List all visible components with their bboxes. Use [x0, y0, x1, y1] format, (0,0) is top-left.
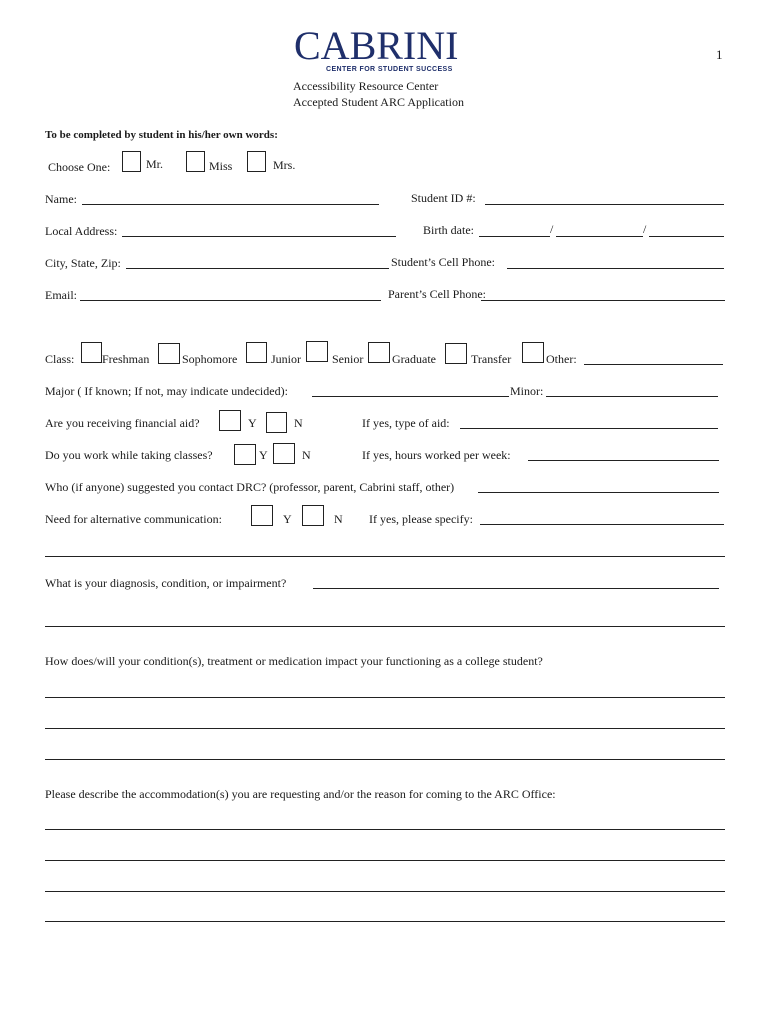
- email-field[interactable]: [80, 300, 381, 301]
- transfer-label: Transfer: [471, 352, 512, 366]
- page-number: 1: [716, 47, 723, 62]
- other-class-field[interactable]: [584, 364, 723, 365]
- alt-comm-specify-field[interactable]: [480, 524, 724, 525]
- major-field[interactable]: [312, 396, 509, 397]
- birth-slash-1: /: [550, 222, 554, 236]
- financial-aid-yes-label: Y: [248, 416, 257, 430]
- salutation-label: Choose One:: [48, 160, 111, 174]
- alt-comm-question: Need for alternative communication:: [45, 512, 222, 526]
- work-yes-checkbox[interactable]: [234, 444, 256, 465]
- financial-aid-no-checkbox[interactable]: [266, 412, 287, 433]
- mr-checkbox[interactable]: [122, 151, 141, 172]
- miss-checkbox[interactable]: [186, 151, 205, 172]
- mr-label: Mr.: [146, 157, 164, 171]
- birth-day-field[interactable]: [556, 236, 643, 237]
- diagnosis-question: What is your diagnosis, condition, or impairment?: [45, 576, 287, 590]
- work-no-checkbox[interactable]: [273, 443, 295, 464]
- junior-label: Junior: [271, 352, 301, 366]
- senior-label: Senior: [332, 352, 364, 366]
- minor-field[interactable]: [546, 396, 718, 397]
- financial-aid-yes-checkbox[interactable]: [219, 410, 241, 431]
- local-address-field[interactable]: [122, 236, 396, 237]
- diagnosis-extra-line[interactable]: [45, 626, 725, 627]
- cell-phone-label: Student’s Cell Phone:: [391, 255, 496, 269]
- accommodations-line-3[interactable]: [45, 891, 725, 892]
- accommodations-line-1[interactable]: [45, 829, 725, 830]
- title-center: Accessibility Resource Center: [293, 79, 439, 93]
- logo-subtitle: CENTER FOR STUDENT SUCCESS: [326, 66, 453, 73]
- impact-line-1[interactable]: [45, 697, 725, 698]
- junior-checkbox[interactable]: [246, 342, 267, 363]
- accommodations-line-4[interactable]: [45, 921, 725, 922]
- freshman-checkbox[interactable]: [81, 342, 102, 363]
- diagnosis-field[interactable]: [313, 588, 719, 589]
- student-id-field[interactable]: [485, 204, 724, 205]
- name-field[interactable]: [82, 204, 379, 205]
- city-label: City, State, Zip:: [45, 256, 121, 270]
- title-application: Accepted Student ARC Application: [293, 95, 464, 109]
- freshman-label: Freshman: [102, 352, 150, 366]
- parent-phone-label: Parent’s Cell Phone:: [388, 287, 486, 301]
- graduate-checkbox[interactable]: [368, 342, 390, 363]
- other-label: Other:: [546, 352, 577, 366]
- birth-date-label: Birth date:: [423, 223, 474, 237]
- impact-question: How does/will your condition(s), treatment or medication impact your functioning as a college student?: [45, 654, 543, 668]
- name-label: Name:: [45, 192, 77, 206]
- work-question: Do you work while taking classes?: [45, 448, 213, 462]
- impact-line-2[interactable]: [45, 728, 725, 729]
- alt-comm-specify-label: If yes, please specify:: [369, 512, 473, 526]
- mrs-label: Mrs.: [273, 158, 296, 172]
- alt-comm-no-label: N: [334, 512, 343, 526]
- work-yes-label: Y: [259, 448, 268, 462]
- cabrini-logo: CABRINI: [294, 23, 459, 68]
- cell-phone-field[interactable]: [507, 268, 724, 269]
- transfer-checkbox[interactable]: [445, 343, 467, 364]
- intro-instruction: To be completed by student in his/her own words:: [45, 129, 278, 141]
- aid-type-label: If yes, type of aid:: [362, 416, 450, 430]
- student-id-label: Student ID #:: [411, 191, 476, 205]
- financial-aid-no-label: N: [294, 416, 303, 430]
- financial-aid-question: Are you receiving financial aid?: [45, 416, 200, 430]
- birth-slash-2: /: [643, 222, 647, 236]
- graduate-label: Graduate: [392, 352, 436, 366]
- parent-phone-field[interactable]: [481, 300, 725, 301]
- referral-field[interactable]: [478, 492, 719, 493]
- referral-question: Who (if anyone) suggested you contact DRC? (professor, parent, Cabrini staff, other): [45, 480, 455, 494]
- work-hours-label: If yes, hours worked per week:: [362, 448, 511, 462]
- alt-comm-extra-line[interactable]: [45, 556, 725, 557]
- other-checkbox[interactable]: [522, 342, 544, 363]
- alt-comm-no-checkbox[interactable]: [302, 505, 324, 526]
- minor-label: Minor:: [510, 384, 544, 398]
- accommodations-line-2[interactable]: [45, 860, 725, 861]
- local-address-label: Local Address:: [45, 224, 118, 238]
- birth-month-field[interactable]: [479, 236, 550, 237]
- senior-checkbox[interactable]: [306, 341, 328, 362]
- sophomore-checkbox[interactable]: [158, 343, 180, 364]
- work-no-label: N: [302, 448, 311, 462]
- alt-comm-yes-label: Y: [283, 512, 292, 526]
- email-label: Email:: [45, 288, 77, 302]
- city-field[interactable]: [126, 268, 389, 269]
- work-hours-field[interactable]: [528, 460, 719, 461]
- impact-line-3[interactable]: [45, 759, 725, 760]
- alt-comm-yes-checkbox[interactable]: [251, 505, 273, 526]
- accommodations-question: Please describe the accommodation(s) you are requesting and/or the reason for coming to the ARC Office:: [45, 787, 556, 801]
- birth-year-field[interactable]: [649, 236, 724, 237]
- class-label: Class:: [45, 352, 75, 366]
- sophomore-label: Sophomore: [182, 352, 238, 366]
- aid-type-field[interactable]: [460, 428, 718, 429]
- miss-label: Miss: [209, 159, 233, 173]
- mrs-checkbox[interactable]: [247, 151, 266, 172]
- major-label: Major ( If known; If not, may indicate undecided):: [45, 384, 288, 398]
